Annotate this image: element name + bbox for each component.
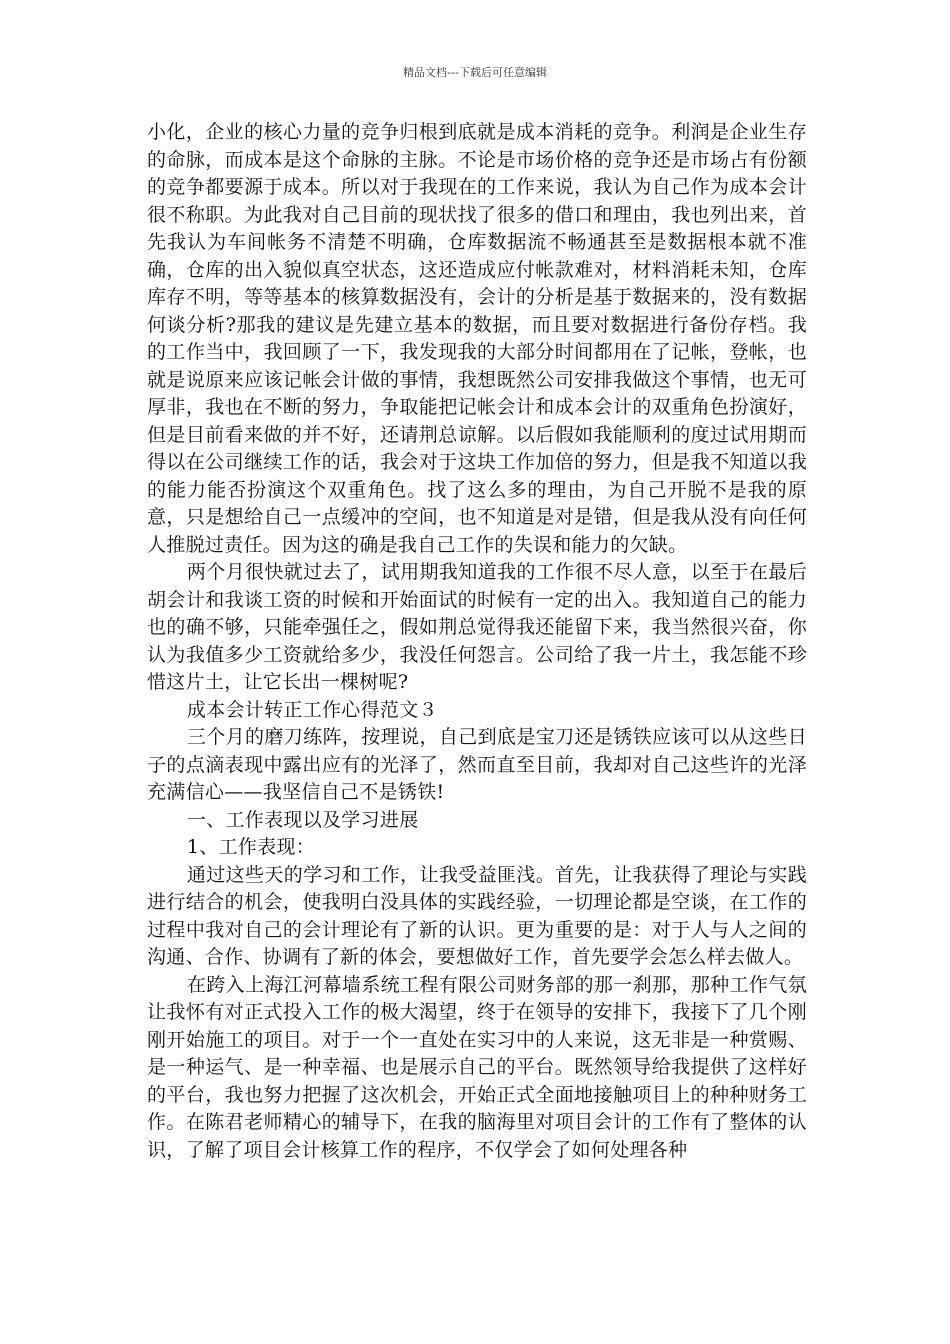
paragraph-three-months: 三个月的磨刀练阵，按理说，自己到底是宝刀还是锈铁应该可以从这些日子的点滴表现中露出应有的光泽了，然而直至目前，我却对自己这些许的光泽充满信心——我坚信自己不是锈铁! bbox=[147, 726, 807, 803]
document-body bbox=[147, 119, 807, 1164]
paragraph-learning-benefits: 通过这些天的学习和工作，让我受益匪浅。首先，让我获得了理论与实践进行结合的机会，使我明白没具体的实践经验，一切理论都是空谈，在工作的过程中我对自己的会计理论有了新的认识。更为重要的是：对于人与人之间的沟通、合作、协调有了新的体会，要想做好工作，首先要学会怎么样去做人。 bbox=[147, 863, 807, 968]
section-title-sample-3: 成本会计转正工作心得范文３ bbox=[186, 698, 438, 721]
page-header: 精品文档---下载后可任意编辑 bbox=[403, 66, 547, 79]
paragraph-cost-competition: 小化，企业的核心力量的竞争归根到底就是成本消耗的竞争。利润是企业生存的命脉，而成本是这个命脉的主脉。不论是市场价格的竞争还是市场占有份额的竞争都要源于成本。所以对于我现在的工作来说，我认为自己作为成本会计很不称职。为此我对自己目前的现状找了很多的借口和理由，我也列出来，首先我认为车间帐务不清楚不明确，仓库数据流不畅通甚至是数据根本就不准确，仓库的出入貌似真空状态，这还造成应付帐款难对，材料消耗未知，仓库库存不明，等等基本的核算数据没有，会计的分析是基于数据来的，没有数据何谈分析?那我的建议是先建立基本的数据，而且要对数据进行备份存档。我的工作当中，我回顾了一下，我发现我的大部分时间都用在了记帐，登帐，也就是说原来应该记帐会计做的事情，我想既然公司安排我做这个事情，也无可厚非，我也在不断的努力，争取能把记帐会计和成本会计的双重角色扮演好，但是目前看来做的并不好，还请荆总谅解。以后假如我能顺利的度过试用期而得以在公司继续工作的话，我会对于这块工作加倍的努力，但是我不知道以我的能力能否扮演这个双重角色。找了这么多的理由，为自己开脱不是我的原意，只是想给自己一点缓冲的空间，也不知道是对是错，但是我从没有向任何人推脱过责任。因为这的确是我自己工作的失误和能力的欠缺。 bbox=[147, 121, 807, 556]
heading-work-performance-and-study: 一、工作表现以及学习进展 bbox=[186, 808, 419, 831]
subheading-work-performance: 1、工作表现： bbox=[186, 836, 316, 858]
paragraph-joining-finance-dept: 在跨入上海江河幕墙系统工程有限公司财务部的那一刹那，那种工作气氛让我怀有对正式投入工作的极大渴望，终于在领导的安排下，我接下了几个刚刚开始施工的项目。对于一个一直处在实习中的人来说，这无非是一种赏赐、是一种运气、是一种幸福、也是展示自己的平台。既然领导给我提供了这样好的平台，我也努力把握了这次机会，开始正式全面地接触项目上的种种财务工作。在陈君老师精心的辅导下，在我的脑海里对项目会计的工作有了整体的认识，了解了项目会计核算工作的程序，不仅学会了如何处理各种 bbox=[147, 973, 807, 1161]
paragraph-probation-two-months: 两个月很快就过去了，试用期我知道我的工作很不尽人意，以至于在最后胡会计和我谈工资的时候和开始面试的时候有一定的出入。我知道自己的能力也的确不够，只能牵强任之，假如荆总觉得我还能留下来，我当然很兴奋，你认为我值多少工资就给多少，我没任何怨言。公司给了我一片土，我怎能不珍惜这片土，让它长出一棵树呢? bbox=[147, 561, 807, 693]
